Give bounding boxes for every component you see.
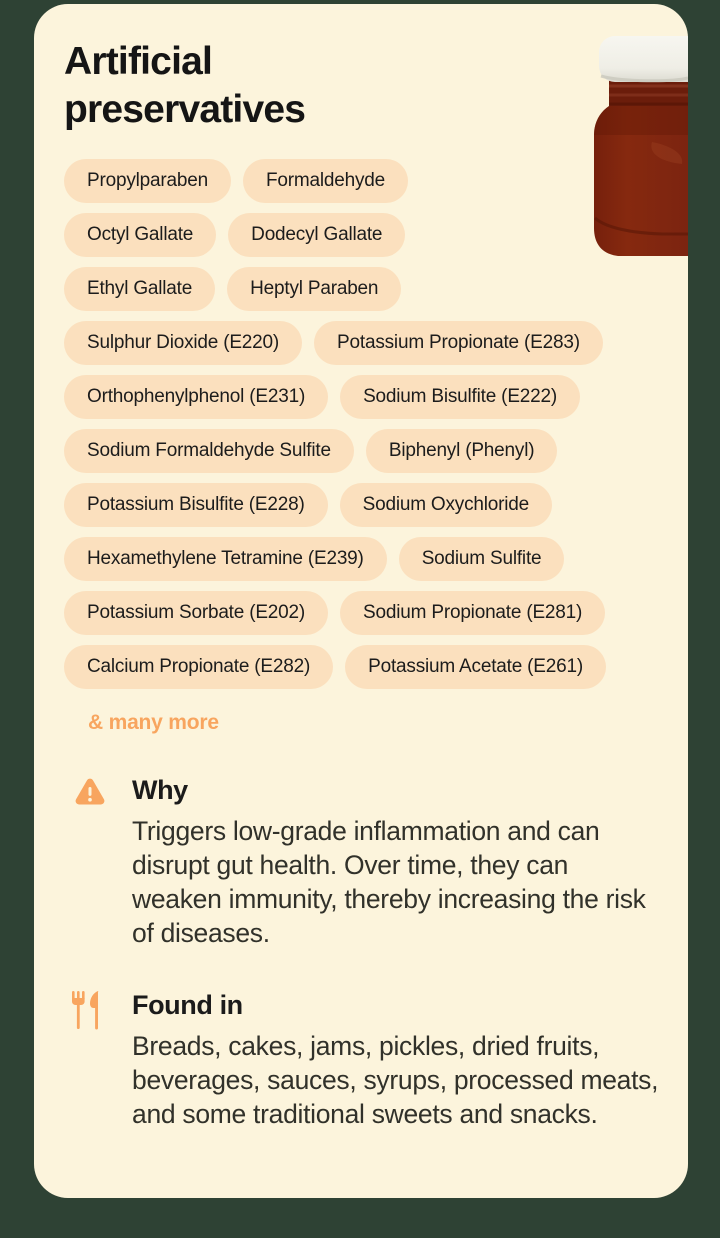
warning-icon: [70, 775, 110, 818]
tag-pill: Formaldehyde: [243, 159, 408, 203]
tag-pill: Potassium Bisulfite (E228): [64, 483, 328, 527]
tag-row: [64, 537, 664, 581]
tag-row: [64, 267, 664, 311]
tag-pill: Biphenyl (Phenyl): [366, 429, 558, 473]
found-in-body: Breads, cakes, jams, pickles, dried fruits, beverages, sauces, syrups, processed meats, and some traditional sweets and snacks.: [132, 1031, 659, 1129]
tag-row: [64, 591, 664, 635]
tag-row: [64, 645, 664, 689]
found-in-section: [70, 988, 660, 1131]
tag-pill: Sodium Sulfite: [399, 537, 565, 581]
found-in-heading: Found in: [132, 990, 243, 1020]
tag-pill: Octyl Gallate: [64, 213, 216, 257]
tag-pill: Sodium Oxychloride: [340, 483, 552, 527]
tag-pill: Orthophenylphenol (E231): [64, 375, 328, 419]
tag-row: [64, 213, 664, 257]
tag-pill: Calcium Propionate (E282): [64, 645, 333, 689]
tag-pill: Sodium Formaldehyde Sulfite: [64, 429, 354, 473]
tag-pill: Hexamethylene Tetramine (E239): [64, 537, 387, 581]
tag-pill: Sodium Bisulfite (E222): [340, 375, 580, 419]
tag-row: [64, 429, 664, 473]
why-heading: Why: [132, 775, 188, 805]
tag-pill: Potassium Acetate (E261): [345, 645, 606, 689]
tag-pill: Potassium Sorbate (E202): [64, 591, 328, 635]
tag-pill: Heptyl Paraben: [227, 267, 401, 311]
tag-row: [64, 321, 664, 365]
cutlery-icon: [70, 990, 110, 1035]
tag-pill: Sodium Propionate (E281): [340, 591, 605, 635]
tag-pill: Ethyl Gallate: [64, 267, 215, 311]
tag-pill: Propylparaben: [64, 159, 231, 203]
tag-row: [64, 375, 664, 419]
preservative-tag-list: [64, 159, 664, 689]
tag-pill: Dodecyl Gallate: [228, 213, 405, 257]
tag-row: [64, 159, 664, 203]
infographic-card: [34, 4, 688, 1198]
tag-pill: Sulphur Dioxide (E220): [64, 321, 302, 365]
page-title: Artificial preservatives: [64, 40, 306, 131]
tag-pill: Potassium Propionate (E283): [314, 321, 603, 365]
many-more-label: & many more: [88, 711, 219, 734]
why-body: Triggers low-grade inflammation and can disrupt gut health. Over time, they can weaken immunity, thereby increasing the risk of diseases.: [132, 816, 646, 948]
why-section: [70, 773, 660, 950]
tag-row: [64, 483, 664, 527]
